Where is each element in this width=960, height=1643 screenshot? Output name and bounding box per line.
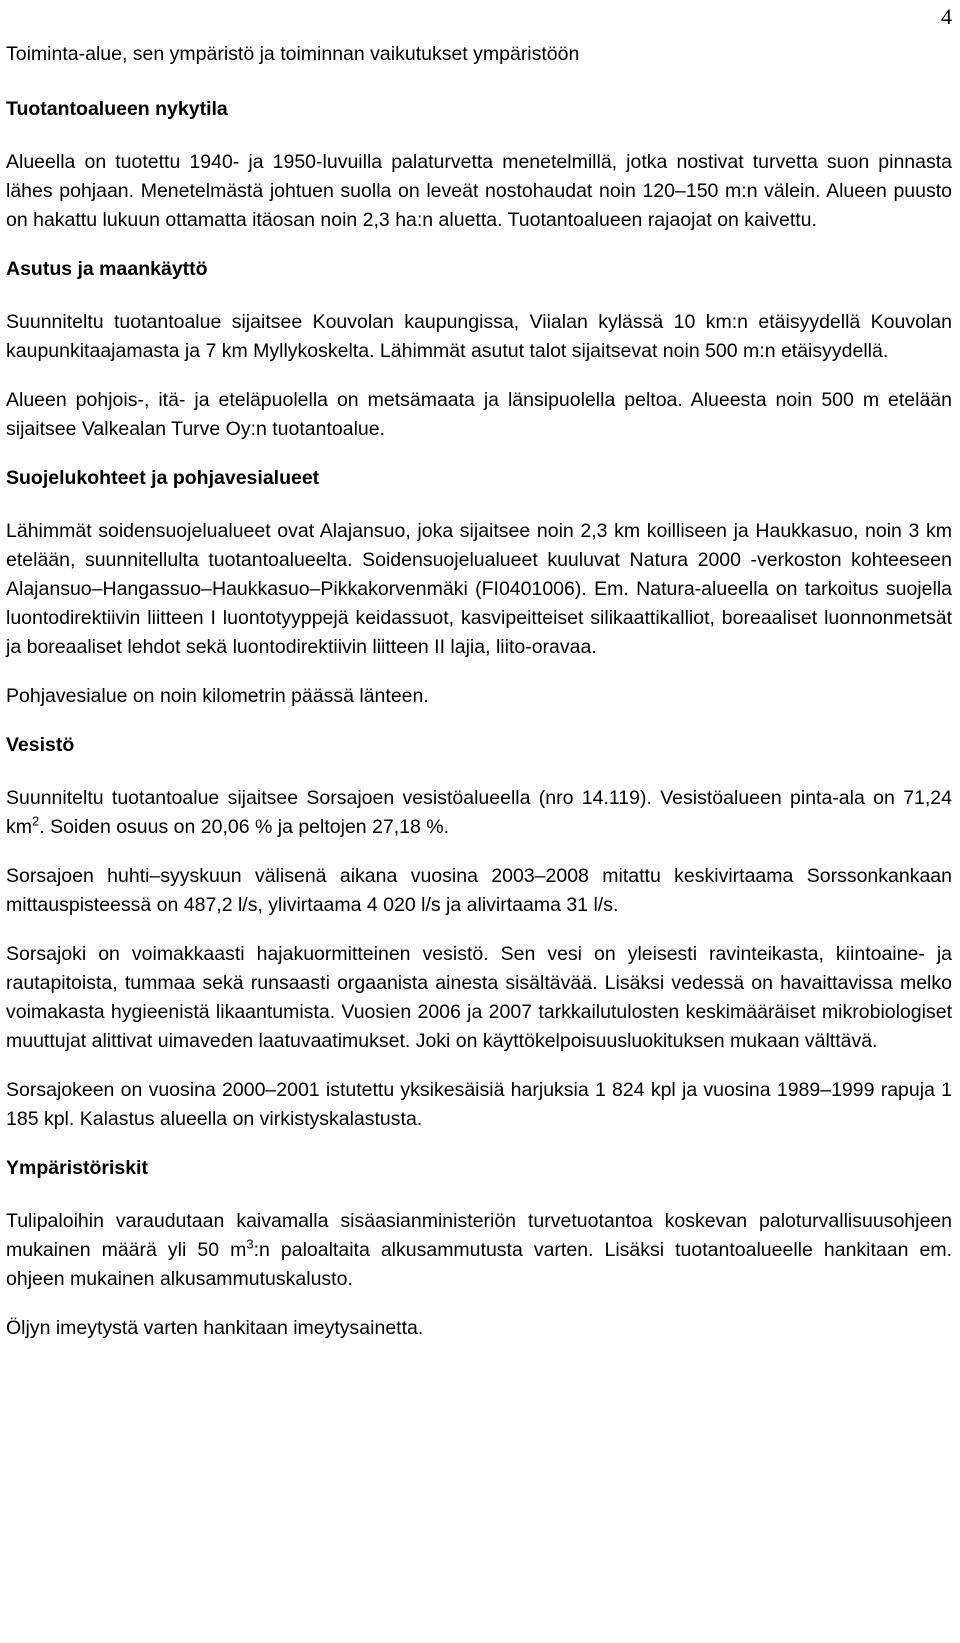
superscript: 3 [246,1236,254,1252]
paragraph: Sorsajoki on voimakkaasti hajakuormitteinen vesistö. Sen vesi on yleisesti ravinteikasta, kiintoaine- ja rautapitoista, tummaa sekä runsaasti orgaanista ainesta sisältävää. Lisäksi vedessä on havaittavissa melko voimakasta hygieenistä likaantumista. Vuosien 2006 ja 2007 tarkkailutulosten keskimääräiset mikrobiologiset muuttujat alittivat uimaveden laatuvaatimukset. Joki on käyttökelpoisuusluokituksen mukaan välttävä. [6,943,952,1052]
document-title: Toiminta-alue, sen ympäristö ja toiminnan vaikutukset ympäristöön [6,43,580,65]
heading-ymparistoriskit: Ympäristöriskit [6,1157,148,1179]
superscript: 2 [32,813,40,829]
heading-tuotantoalueen-nykytila: Tuotantoalueen nykytila [6,98,228,120]
text-run: Tulipaloihin varaudutaan kaivamalla sisäasianministeriön turvetuotantoa koskevan paloturvallisuusohjeen mukainen määrä yli 50 m [6,1210,952,1261]
page-number: 4 [941,4,952,29]
paragraph: Alueen pohjois-, itä- ja eteläpuolella on metsämaata ja länsipuolella peltoa. Alueesta noin 500 m etelään sijaitsee Valkealan Turve Oy:n tuotantoalue. [6,389,952,440]
heading-vesisto: Vesistö [6,734,75,756]
paragraph: Öljyn imeytystä varten hankitaan imeytysainetta. [6,1317,424,1339]
paragraph-catchment-area [6,784,952,842]
paragraph-fire-safety [6,1207,952,1294]
paragraph: Sorsajoen huhti–syyskuun välisenä aikana vuosina 2003–2008 mitattu keskivirtaama Sorssonkankaan mittauspisteessä on 487,2 l/s, ylivirtaama 4 020 l/s ja alivirtaama 31 l/s. [6,865,952,916]
paragraph: Suunniteltu tuotantoalue sijaitsee Kouvolan kaupungissa, Viialan kylässä 10 km:n etäisyydellä Kouvolan kaupunkitaajamasta ja 7 km Myllykoskelta. Lähimmät asutut talot sijaitsevat noin 500 m:n etäisyydellä. [6,311,952,362]
paragraph: Pohjavesialue on noin kilometrin päässä länteen. [6,685,429,707]
paragraph: Lähimmät soidensuojelualueet ovat Alajansuo, joka sijaitsee noin 2,3 km koilliseen ja Haukkasuo, noin 3 km etelään, suunnitellulta tuotantoalueelta. Soidensuojelualueet kuuluvat Natura 2000 -verkoston kohteeseen Alajansuo–Hangassuo–Haukkasuo–Pikkakorvenmäki (FI0401006). Em. Natura-alueella on tarkoitus suojella luontodirektiivin liitteen I luontotyyppejä keidassuot, kasvipeitteiset silikaattikalliot, boreaaliset luonnonmetsät ja boreaaliset lehdot sekä luontodirektiivin liitteen II lajia, liito-oravaa. [6,520,952,658]
paragraph: Sorsajokeen on vuosina 2000–2001 istutettu yksikesäisiä harjuksia 1 824 kpl ja vuosina 1989–1999 rapuja 1 185 kpl. Kalastus alueella on virkistyskalastusta. [6,1079,952,1130]
text-run: Suunniteltu tuotantoalue sijaitsee Sorsajoen vesistöalueella (nro 14.119). Vesistöalueen pinta-ala on 71,24 km [6,787,952,838]
text-run: :n paloaltaita alkusammutusta varten. Lisäksi tuotantoalueelle hankitaan em. ohjeen mukainen alkusammutuskalusto. [6,1239,953,1290]
document-body [6,40,952,1363]
heading-suojelukohteet-ja-pohjavesialueet: Suojelukohteet ja pohjavesialueet [6,467,320,489]
paragraph: Alueella on tuotettu 1940- ja 1950-luvuilla palaturvetta menetelmillä, jotka nostivat turvetta suon pinnasta lähes pohjaan. Menetelmästä johtuen suolla on leveät nostohaudat noin 120–150 m:n välein. Alueen puusto on hakattu lukuun ottamatta itäosan noin 2,3 ha:n aluetta. Tuotantoalueen rajaojat on kaivettu. [6,151,952,231]
text-run: . Soiden osuus on 20,06 % ja peltojen 27,18 %. [39,816,450,838]
heading-asutus-ja-maankaytto: Asutus ja maankäyttö [6,258,208,280]
